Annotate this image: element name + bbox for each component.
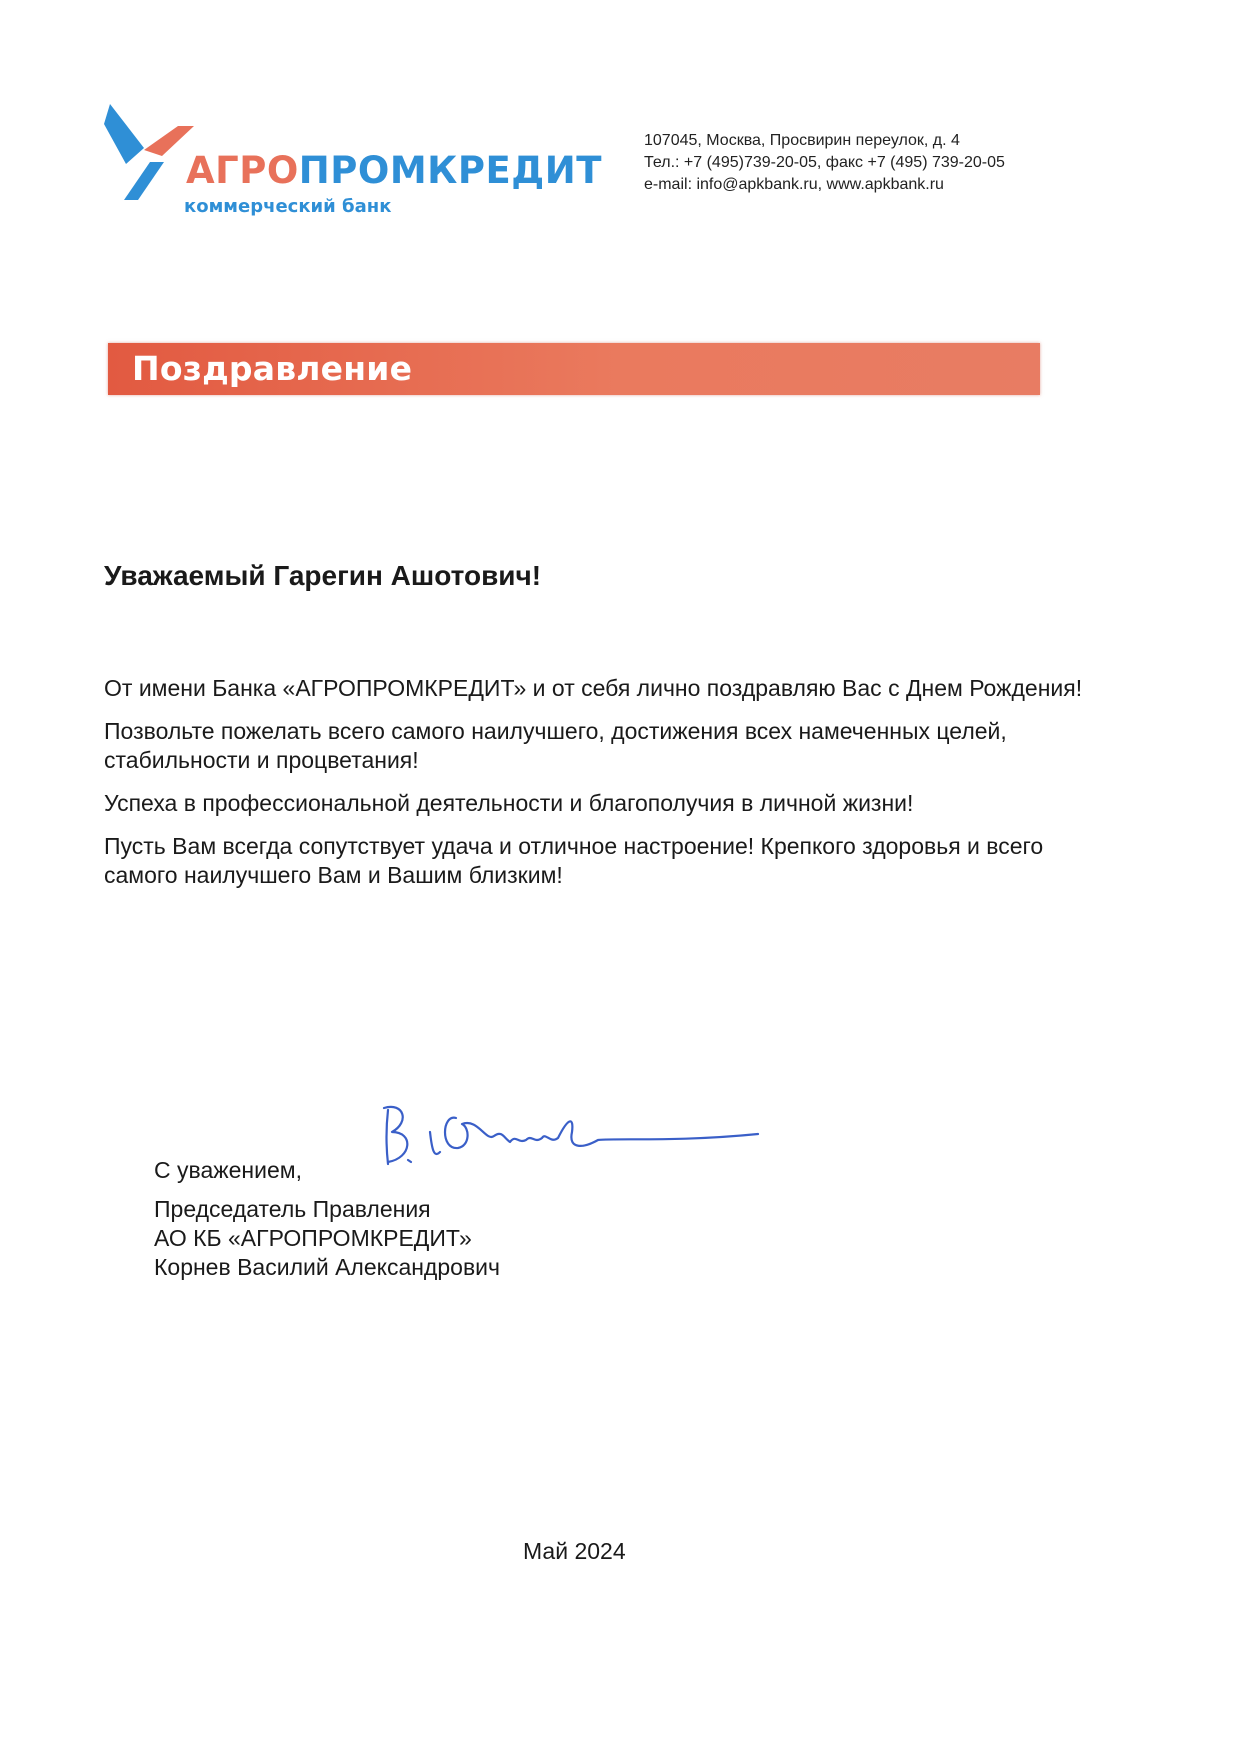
logo-name-part-a: АГРО bbox=[186, 149, 299, 192]
letter-greeting: Уважаемый Гарегин Ашотович! bbox=[104, 560, 542, 591]
signer-name: Корнев Василий Александрович bbox=[154, 1254, 500, 1280]
logo-name bbox=[186, 149, 602, 192]
logo-emblem-icon bbox=[104, 104, 194, 204]
contact-email-web: e-mail: info@apkbank.ru, www.apkbank.ru bbox=[644, 176, 944, 193]
logo-subtitle: коммерческий банк bbox=[184, 196, 392, 217]
body-paragraph-1: От имени Банка «АГРОПРОМКРЕДИТ» и от себя лично поздравляю Вас с Днем Рождения! bbox=[104, 675, 1083, 701]
closing-regards: С уважением, bbox=[154, 1157, 302, 1183]
title-banner bbox=[108, 343, 1040, 395]
signer-block bbox=[154, 1195, 500, 1282]
contact-phones: Тел.: +7 (495)739-20-05, факс +7 (495) 739-20-05 bbox=[644, 154, 1005, 171]
letter-date: Май 2024 bbox=[523, 1538, 626, 1564]
body-paragraph-4: Пусть Вам всегда сопутствует удача и отличное настроение! Крепкого здоровья и всего самого наилучшего Вам и Вашим близким! bbox=[104, 833, 1044, 888]
contact-address: 107045, Москва, Просвирин переулок, д. 4 bbox=[644, 132, 960, 149]
bank-logo bbox=[104, 104, 602, 224]
signer-organization: АО КБ «АГРОПРОМКРЕДИТ» bbox=[154, 1225, 472, 1251]
signer-position: Председатель Правления bbox=[154, 1196, 431, 1222]
banner-title: Поздравление bbox=[132, 349, 413, 388]
contact-block bbox=[644, 130, 1005, 196]
body-paragraph-3: Успеха в профессиональной деятельности и благополучия в личной жизни! bbox=[104, 790, 914, 816]
body-paragraph-2: Позвольте пожелать всего самого наилучшего, достижения всех намеченных целей, стабильности и процветания! bbox=[104, 718, 1007, 773]
letter-body bbox=[104, 674, 1084, 904]
handwritten-signature bbox=[378, 1088, 878, 1178]
logo-name-part-b: ПРОМКРЕДИТ bbox=[298, 149, 602, 192]
